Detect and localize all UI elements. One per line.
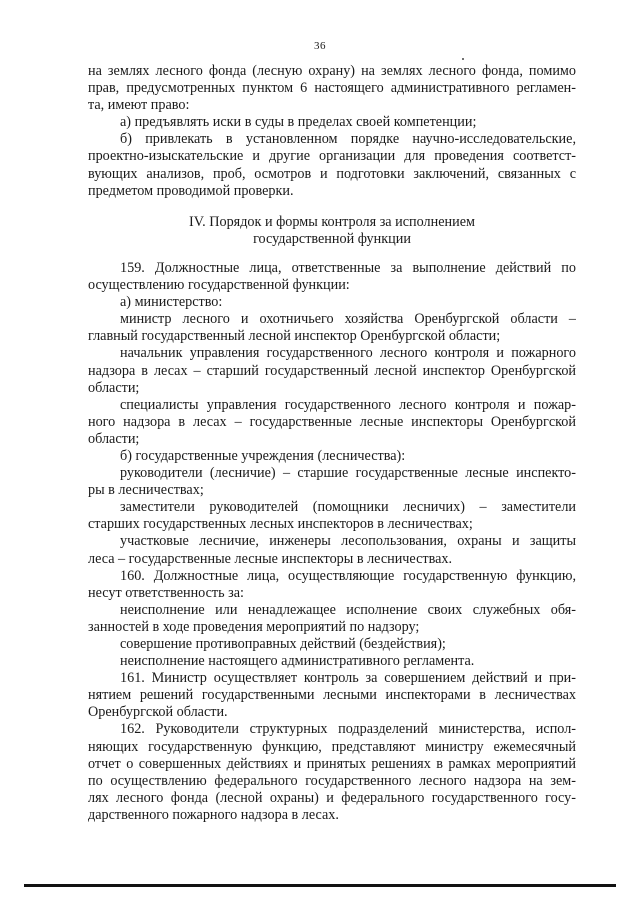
text-line: ного надзора в лесах – государственные лесные инспекторы Оренбургской (88, 413, 576, 430)
text-line: осуществлению государственной функции: (88, 277, 350, 294)
page-number: 36 (314, 40, 326, 52)
text-line: прав, предусмотренных пунктом 6 настоящего административного регламен- (88, 80, 576, 97)
heading-line: IV. Порядок и формы контроля за исполнением (189, 213, 475, 230)
text-line: нятием решений государственными лесными инспекторами в лесничествах (88, 687, 576, 704)
intro-paragraph (88, 63, 576, 114)
text-line: лях лесного фонда (лесной охраны) и федерального государственного госу- (88, 789, 576, 806)
text-line: няющих государственную функцию, представляют министру ежемесячный (88, 738, 576, 755)
item-b (88, 131, 576, 199)
text-line: по осуществлению федерального государственного лесного надзора на зем- (88, 772, 576, 789)
scan-speck (462, 58, 464, 60)
foresters-paragraph (88, 533, 576, 567)
failure-paragraph (88, 602, 576, 636)
text-line: министр лесного и охотничьего хозяйства Оренбургской области – (120, 311, 576, 328)
text-line: руководители (лесничие) – старшие государственные лесные инспекто- (120, 465, 576, 482)
text-line: области; (88, 379, 140, 396)
paragraph-159 (88, 260, 576, 294)
text-line: 159. Должностные лица, ответственные за выполнение действий по (120, 259, 576, 276)
institutions-item: б) государственные учреждения (лесничества): (120, 447, 406, 464)
ministry-item: а) министерство: (120, 294, 223, 311)
text-line: проектно-изыскательские и другие организации для проведения соответст- (88, 148, 576, 165)
paragraph-162 (88, 721, 576, 824)
unlawful-item: совершение противоправных действий (бездействия); (120, 636, 446, 652)
text-line: а) предъявлять иски в суды в пределах своей компетенции; (120, 114, 477, 131)
text-line: неисполнение или ненадлежащее исполнение своих служебных обя- (120, 601, 576, 618)
text-line: главный государственный лесной инспектор Оренбургской области; (88, 328, 501, 345)
text-line: та, имеют право: (88, 97, 190, 114)
text-line: области; (88, 430, 140, 447)
paragraph-161 (88, 670, 576, 721)
paragraph-160 (88, 568, 576, 602)
deputies-paragraph (88, 499, 576, 533)
section-heading (88, 214, 576, 248)
text-line: участковые лесничие, инженеры лесопользования, охраны и защиты (120, 533, 576, 550)
text-line: старших государственных лесных инспекторов в лесничествах; (88, 516, 473, 533)
text-line: предметом проводимой проверки. (88, 182, 294, 199)
specialists-paragraph (88, 397, 576, 448)
text-line: отчет о совершенных действиях и принятых решениях в рамках мероприятий (88, 755, 576, 772)
text-line: специалисты управления государственного лесного контроля и пожар- (120, 396, 576, 413)
leaders-paragraph (88, 465, 576, 499)
text-line: надзора в лесах – старший государственный лесной инспектор Оренбургской (88, 362, 576, 379)
text-line: несут ответственность за: (88, 584, 244, 601)
document-body (88, 63, 576, 824)
text-line: 161. Министр осуществляет контроль за совершением действий и при- (120, 670, 576, 687)
text-line: ры в лесничествах; (88, 482, 204, 499)
text-line: 160. Должностные лица, осуществляющие государственную функцию, (120, 567, 576, 584)
bottom-rule (24, 884, 616, 887)
text-line: 162. Руководители структурных подразделений министерства, испол- (120, 721, 576, 738)
item-a (88, 114, 576, 131)
heading-line: государственной функции (253, 230, 411, 247)
text-line: на землях лесного фонда (лесную охрану) на землях лесного фонда, помимо (88, 63, 576, 79)
text-line: б) привлекать в установленном порядке научно-исследовательские, (120, 131, 576, 148)
text-line: заместители руководителей (помощники лесничих) – заместители (120, 499, 576, 516)
text-line: Оренбургской области. (88, 704, 228, 721)
text-line: начальник управления государственного лесного контроля и пожарного (120, 345, 576, 362)
text-line: дарственного пожарного надзора в лесах. (88, 806, 339, 823)
head-paragraph (88, 345, 576, 396)
regulation-item: неисполнение настоящего административного регламента. (120, 653, 475, 670)
minister-paragraph (88, 311, 576, 345)
text-line: вующих анализов, проб, осмотров и подготовки заключений, связанных с (88, 165, 576, 182)
text-line: занностей в ходе проведения мероприятий по надзору; (88, 618, 420, 635)
text-line: леса – государственные лесные инспекторы в лесничествах. (88, 550, 453, 567)
